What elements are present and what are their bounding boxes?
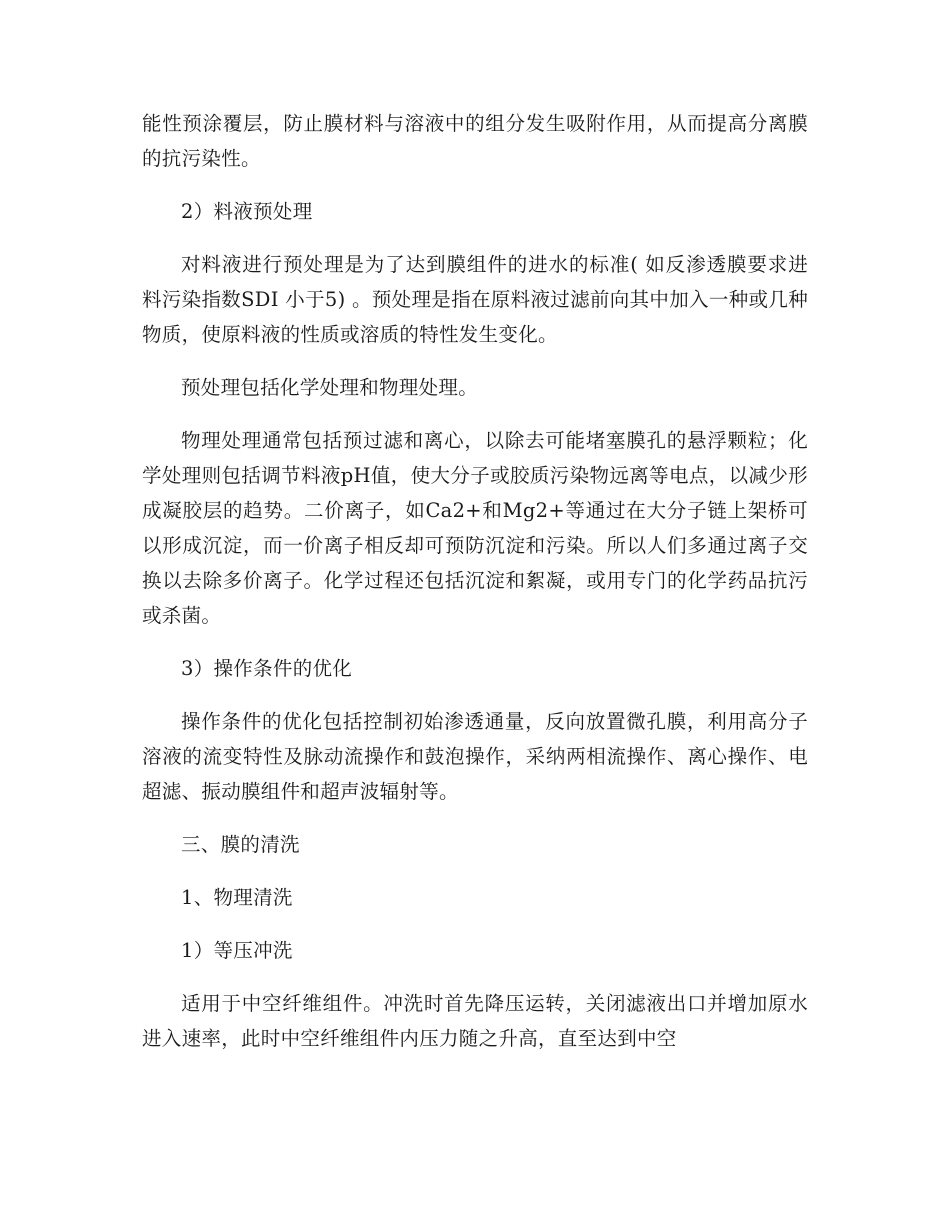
paragraph: 预处理包括化学处理和物理处理。 [181,376,479,399]
paragraph: 操作条件的优化包括控制初始渗透通量，反向放置微孔膜，利用高分子溶液的流变特性及脉动流操作和鼓泡操作，采纳两相流操作、离心操作、电超滤、振动膜组件和超声波辐射等。 [142,710,808,803]
paragraph: 适用于中空纤维组件。冲洗时首先降压运转，关闭滤液出口并增加原水进入速率，此时中空纤维组件内压力随之升高，直至达到中空 [142,992,808,1050]
paragraph: 能性预涂覆层，防止膜材料与溶液中的组分发生吸附作用，从而提高分离膜的抗污染性。 [142,112,808,170]
section-heading: 三、膜的清洗 [181,833,300,856]
subheading: 1）等压冲洗 [181,939,293,962]
paragraph: 物理处理通常包括预过滤和离心，以除去可能堵塞膜孔的悬浮颗粒；化学处理则包括调节料液pH值，使大分子或胶质污染物远离等电点，以减少形成凝胶层的趋势。二价离子，如Ca2+和Mg2+等通过在大分子链上架桥可以形成沉淀，而一价离子相反却可预防沉淀和污染。所以人们多通过离子交换以去除多价离子。化学过程还包括沉淀和絮凝，或用专门的化学药品抗污或杀菌。 [142,429,808,627]
document-body [142,106,808,1074]
paragraph: 对料液进行预处理是为了达到膜组件的进水的标准( 如反渗透膜要求进料污染指数SDI 小于5) 。预处理是指在原料液过滤前向其中加入一种或几种物质，使原料液的性质或溶质的特性发生变化。 [142,253,808,346]
subheading: 1、物理清洗 [181,886,293,909]
subheading: 2）料液预处理 [181,200,313,223]
subheading: 3）操作条件的优化 [181,657,353,680]
